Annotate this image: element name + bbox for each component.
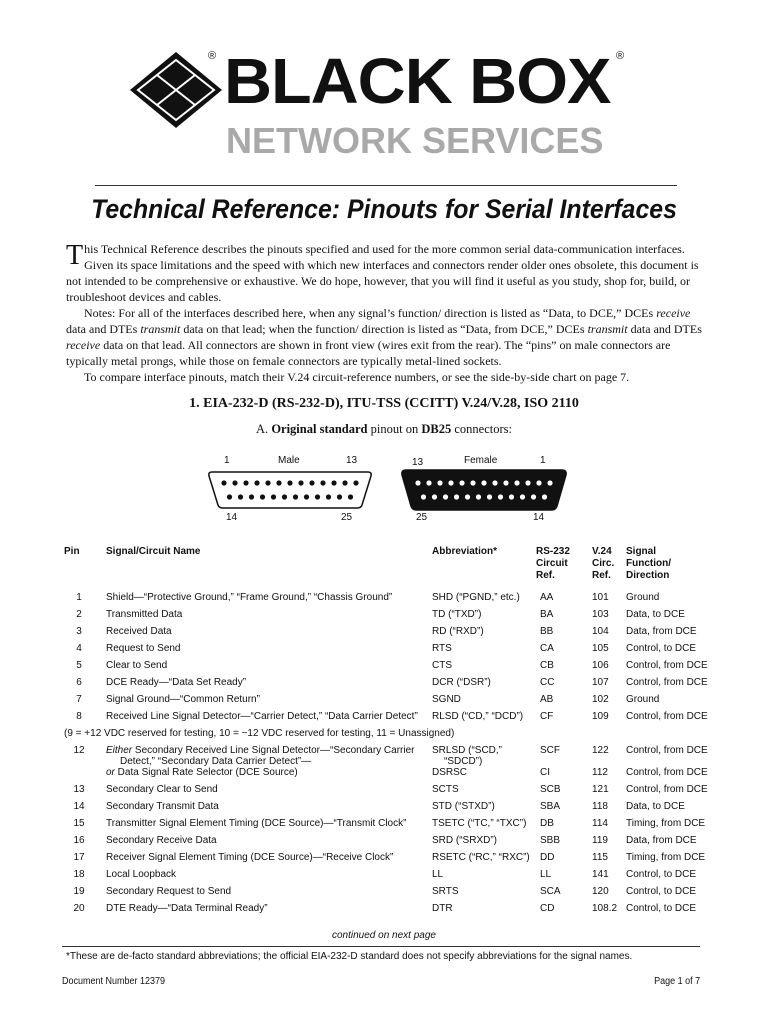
abbreviation-cell: SCTS: [432, 784, 459, 795]
function-cell: Control, from DCE: [626, 660, 708, 671]
connector-pin: [287, 480, 292, 485]
function-cell: Data, to DCE: [626, 609, 685, 620]
function-cell: Control, from DCE: [626, 711, 708, 722]
table-row: [62, 626, 722, 643]
connector-pin: [448, 480, 453, 485]
connector-pin: [293, 494, 298, 499]
table-row: [62, 818, 722, 835]
connector-pin: [503, 480, 508, 485]
function-cell: Timing, from DCE: [626, 818, 706, 829]
connector-pin: [276, 480, 281, 485]
abbreviation-cell: DCR (“DSR”): [432, 677, 491, 688]
connector-pin: [498, 494, 503, 499]
function-cell: Control, from DCE: [626, 784, 708, 795]
registered-mark: ®: [208, 50, 217, 62]
connector-pin: [520, 494, 525, 499]
table-body-a: [62, 592, 722, 728]
connector-pin: [265, 480, 270, 485]
col-abbreviation: Abbreviation*: [432, 546, 498, 557]
rs232-ref-cell: SCB: [540, 784, 561, 795]
connector-pin: [337, 494, 342, 499]
connector-pin: [298, 480, 303, 485]
intro-compare: To compare interface pinouts, match their V.24 circuit-reference numbers, or see the side-by-side chart on page 7.: [84, 370, 630, 384]
female-pin-13-label: 13: [412, 457, 424, 468]
signal-name-cell: Receiver Signal Element Timing (DCE Source)—“Receive Clock”: [106, 852, 394, 863]
function-cell: Control, to DCE: [626, 886, 697, 897]
connector-pin: [481, 480, 486, 485]
rs232-ref-cell: DD: [540, 852, 555, 863]
connector-pin: [348, 494, 353, 499]
abbreviation-cell: RD (“RXD”): [432, 626, 484, 637]
signal-name-cell: Shield—“Protective Ground,” “Frame Ground,” “Chassis Ground”: [106, 592, 393, 603]
table-row: [62, 903, 722, 920]
connector-shapes: [200, 452, 580, 532]
function-cell: Data, from DCE: [626, 626, 697, 637]
page-number: Page 1 of 7: [653, 976, 700, 987]
table-body-b: [62, 784, 722, 920]
function-cell: Data, from DCE: [626, 835, 697, 846]
connector-pin: [249, 494, 254, 499]
abbreviation-cell: SRD (“SRXD”): [432, 835, 497, 846]
abbreviation-cell: SGND: [432, 694, 461, 705]
table-row: [62, 643, 722, 660]
connector-pin: [421, 494, 426, 499]
function-cell: Control, from DCE: [626, 677, 708, 688]
table-row: [62, 592, 722, 609]
col-pin: Pin: [64, 546, 80, 557]
header-divider: [95, 185, 677, 186]
brand-subtitle: NETWORK SERVICES: [226, 120, 604, 161]
drop-cap: T: [66, 240, 84, 271]
connector-pin: [470, 480, 475, 485]
connector-pin: [443, 494, 448, 499]
function-cell: Data, to DCE: [626, 801, 685, 812]
pin-cell: 8: [76, 711, 82, 722]
rs232-ref-cell: CA: [540, 643, 554, 654]
function-cell: Control, to DCE: [626, 869, 697, 880]
connector-pin: [304, 494, 309, 499]
connector-pin: [271, 494, 276, 499]
rs232-ref-cell: SCA: [540, 886, 561, 897]
connector-pin: [232, 480, 237, 485]
rs232-ref-cell: AB: [540, 694, 554, 705]
abbreviation-cell: RSETC (“RC,” “RXC”): [432, 852, 530, 863]
black-box-diamond-icon: [130, 52, 222, 128]
connector-pin: [492, 480, 497, 485]
rs232-ref-cell: CB: [540, 660, 554, 671]
connector-pin: [459, 480, 464, 485]
table-row: 12 Either Secondary Received Line Signal Detector—“Secondary Carrier Detect,” “Secondary Data Carrier Detect”— SRLSD (“SCD,” “SDCD”) SCF 122 Control, from DCE: [73, 745, 708, 767]
male-pin-1-label: 1: [224, 455, 230, 466]
signal-name-cell: Request to Send: [106, 643, 181, 654]
v24-ref-cell: 107: [592, 677, 609, 688]
connector-pin: [426, 480, 431, 485]
female-label: Female: [464, 455, 498, 466]
pin-cell: 18: [73, 869, 85, 880]
v24-ref-cell: 102: [592, 694, 609, 705]
v24-ref-cell: 101: [592, 592, 609, 603]
signal-name-cell: DTE Ready—“Data Terminal Ready”: [106, 903, 268, 914]
table-row: [62, 694, 722, 711]
signal-name-cell: Signal Ground—“Common Return”: [106, 694, 260, 705]
abbreviation-cell: CTS: [432, 660, 452, 671]
signal-name-cell: Secondary Request to Send: [106, 886, 232, 897]
rs232-ref-cell: LL: [540, 869, 552, 880]
connector-pin: [353, 480, 358, 485]
function-cell: Timing, from DCE: [626, 852, 706, 863]
table-row: [62, 869, 722, 886]
abbreviation-cell: SHD (“PGND,” etc.): [432, 592, 520, 603]
connector-pin: [547, 480, 552, 485]
signal-name-cell: Secondary Clear to Send: [106, 784, 218, 795]
pin-cell: 7: [76, 694, 82, 705]
rs232-ref-cell: BB: [540, 626, 554, 637]
v24-ref-cell: 104: [592, 626, 609, 637]
signal-name-cell: Secondary Receive Data: [106, 835, 217, 846]
intro-paragraph-1: This Technical Reference describes the pinouts specified and used for the more common serial data-communication interfaces. Given its space limitations and the speed with which new interfaces and connectors render older ones obsolete, this document is not intended to be comprehensive or exhaustive. We do hope, however, that you will find it useful as you study, shop for, build, or troubleshoot devices and cables.: [66, 240, 699, 304]
abbreviation-cell: SRTS: [432, 886, 459, 897]
v24-ref-cell: 108.2: [592, 903, 618, 914]
pin-cell: 13: [73, 784, 85, 795]
rs232-ref-cell: SBA: [540, 801, 561, 812]
table-row: [62, 852, 722, 869]
table-body-notes: [62, 728, 722, 784]
pin-cell: 6: [76, 677, 82, 688]
connector-pin: [342, 480, 347, 485]
col-rs232-ref: RS-232 Circuit Ref.: [536, 546, 570, 581]
rs232-ref-cell: CF: [540, 711, 554, 722]
table-row: [62, 609, 722, 626]
connector-pin: [454, 494, 459, 499]
brand-logo: [130, 45, 640, 163]
v24-ref-cell: 106: [592, 660, 609, 671]
male-label: Male: [278, 455, 300, 466]
v24-ref-cell: 114: [592, 818, 608, 829]
pin-cell: 17: [73, 852, 85, 863]
rs232-ref-cell: CD: [540, 903, 555, 914]
table-row: [62, 784, 722, 801]
connector-pin: [465, 494, 470, 499]
v24-ref-cell: 118: [592, 801, 608, 812]
pin-cell: 3: [76, 626, 82, 637]
connector-pin: [243, 480, 248, 485]
table-row: [62, 660, 722, 677]
connector-pin: [514, 480, 519, 485]
pin-cell: 16: [73, 835, 85, 846]
col-function: Signal Function/ Direction: [626, 546, 671, 581]
female-connector-shell: [402, 470, 566, 510]
v24-ref-cell: 115: [592, 852, 608, 863]
section-subheading: A. Original standard pinout on DB25 connectors:: [256, 422, 512, 436]
intro-notes: Notes: For all of the interfaces described here, when any signal’s function/ direction is listed as “Data, to DCE,” DCEs receive data and DTEs transmit data on that lead; when the function/ direction is listed as “Data, from DCE,” DCEs transmit data and DTEs receive data on that lead. All connectors are shown in front view (wires exit from the rear). The “pins” on male connectors are typically metal prongs, while those on female connectors are typically metal-lined sockets.: [66, 306, 702, 368]
abbreviation-cell: LL: [432, 869, 444, 880]
signal-name-cell: Secondary Transmit Data: [106, 801, 219, 812]
abbreviation-cell: TD (“TXD”): [432, 609, 482, 620]
pins-9-11-note: (9 = +12 VDC reserved for testing, 10 = −12 VDC reserved for testing, 11 = Unassigned): [64, 728, 455, 739]
v24-ref-cell: 121: [592, 784, 609, 795]
intro-text: [66, 241, 706, 385]
connector-pin: [254, 480, 259, 485]
page-title: Technical Reference: Pinouts for Serial Interfaces: [91, 194, 677, 224]
connector-pin: [531, 494, 536, 499]
footnote: *These are de-facto standard abbreviations; the official EIA-232-D standard does not specify abbreviations for the signal names.: [66, 951, 633, 962]
table-row: [62, 711, 722, 728]
connector-pin: [432, 494, 437, 499]
table-row: [62, 677, 722, 694]
connector-pin: [476, 494, 481, 499]
function-cell: Ground: [626, 592, 660, 603]
abbreviation-cell: STD (“STXD”): [432, 801, 495, 812]
male-pin-14-label: 14: [226, 512, 238, 523]
abbreviation-cell: RLSD (“CD,” “DCD”): [432, 711, 524, 722]
pin-cell: 19: [73, 886, 85, 897]
v24-ref-cell: 109: [592, 711, 609, 722]
connector-pin: [415, 480, 420, 485]
pin-cell: 20: [73, 903, 85, 914]
registered-mark: ®: [616, 50, 625, 62]
pin-cell: 1: [76, 592, 82, 603]
pin-cell: 5: [76, 660, 82, 671]
table-row: [62, 801, 722, 818]
rs232-ref-cell: SBB: [540, 835, 561, 846]
table-row: [62, 886, 722, 903]
connector-pin: [282, 494, 287, 499]
brand-name: BLACK BOX: [224, 45, 611, 117]
signal-name-cell: Clear to Send: [106, 660, 168, 671]
pin-cell: 14: [73, 801, 85, 812]
connector-pin: [260, 494, 265, 499]
connector-pin: [487, 494, 492, 499]
table-row: or Data Signal Rate Selector (DCE Source) DSRSC CI 112 Control, from DCE: [106, 767, 708, 778]
connector-pin: [326, 494, 331, 499]
connector-pin: [331, 480, 336, 485]
table-header-row: [62, 546, 722, 592]
signal-name-cell: Transmitter Signal Element Timing (DCE Source)—“Transmit Clock”: [106, 818, 407, 829]
connector-pin: [525, 480, 530, 485]
pin-cell: 2: [76, 609, 82, 620]
signal-name-cell: Received Data: [106, 626, 172, 637]
section-heading: 1. EIA-232-D (RS-232-D), ITU-TSS (CCITT) V.24/V.28, ISO 2110: [189, 396, 579, 411]
function-cell: Control, to DCE: [626, 903, 697, 914]
abbreviation-cell: DTR: [432, 903, 453, 914]
connector-pin: [437, 480, 442, 485]
col-signal-name: Signal/Circuit Name: [106, 546, 201, 557]
connector-pin: [309, 480, 314, 485]
rs232-ref-cell: BA: [540, 609, 554, 620]
v24-ref-cell: 105: [592, 643, 609, 654]
v24-ref-cell: 141: [592, 869, 609, 880]
v24-ref-cell: 119: [592, 835, 608, 846]
col-v24-ref: V.24 Circ. Ref.: [592, 546, 615, 581]
signal-name-cell: Transmitted Data: [106, 609, 183, 620]
male-pin-13-label: 13: [346, 455, 358, 466]
male-connector-shell: [209, 472, 371, 508]
table-row: [62, 835, 722, 852]
female-pin-25-label: 25: [416, 512, 428, 523]
connector-pin: [320, 480, 325, 485]
signal-name-cell: Local Loopback: [106, 869, 177, 880]
document-number: Document Number 12379: [62, 976, 166, 987]
rs232-ref-cell: CC: [540, 677, 555, 688]
function-cell: Ground: [626, 694, 660, 705]
footer-divider: [62, 946, 700, 947]
db25-connector-diagram: [200, 452, 580, 532]
rs232-ref-cell: DB: [540, 818, 554, 829]
connector-pin: [227, 494, 232, 499]
female-pin-1-label: 1: [540, 455, 546, 466]
connector-pin: [221, 480, 226, 485]
connector-pin: [509, 494, 514, 499]
table-row-note: [62, 728, 722, 745]
female-pin-14-label: 14: [533, 512, 545, 523]
male-pin-25-label: 25: [341, 512, 353, 523]
connector-pin: [315, 494, 320, 499]
continued-note: continued on next page: [332, 930, 436, 941]
function-cell: Control, to DCE: [626, 643, 697, 654]
v24-ref-cell: 120: [592, 886, 609, 897]
v24-ref-cell: 103: [592, 609, 609, 620]
abbreviation-cell: RTS: [432, 643, 452, 654]
signal-name-cell: Received Line Signal Detector—“Carrier Detect,” “Data Carrier Detect”: [106, 711, 418, 722]
pin-cell: 4: [76, 643, 82, 654]
abbreviation-cell: TSETC (“TC,” “TXC”): [432, 818, 527, 829]
pin-cell: 15: [73, 818, 85, 829]
connector-pin: [536, 480, 541, 485]
rs232-ref-cell: AA: [540, 592, 554, 603]
connector-pin: [238, 494, 243, 499]
signal-name-cell: DCE Ready—“Data Set Ready”: [106, 677, 247, 688]
pinout-table: [62, 546, 722, 920]
connector-pin: [542, 494, 547, 499]
